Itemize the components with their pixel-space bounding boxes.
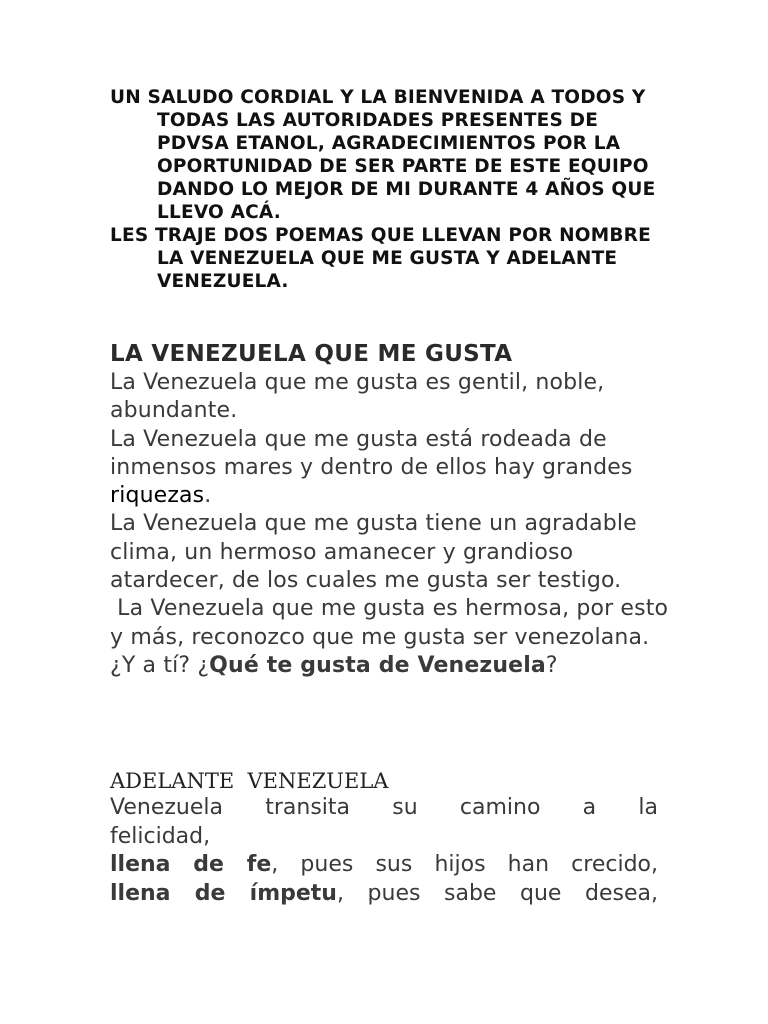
intro-paragraph-greeting: UN SALUDO CORDIAL Y LA BIENVENIDA A TODOS Y TODAS LAS AUTORIDADES PRESENTES DE PDVSA ETANOL, AGRADECIMIENTOS POR LA OPORTUNIDAD DE SER PARTE DE ESTE EQUIPO DANDO LO MEJOR DE MI DURANTE 4 AÑOS QUE LLEVO ACÁ. bbox=[110, 87, 656, 223]
question-prefix: ¿Y a tí? ¿ bbox=[110, 652, 210, 678]
poem1-stanza-3: La Venezuela que me gusta tiene un agradable clima, un hermoso amanecer y grandioso atardecer, de los cuales me gusta ser testigo. bbox=[110, 511, 637, 594]
poem1-stanza-2 bbox=[110, 426, 670, 511]
poem2-title: ADELANTE VENEZUELA bbox=[110, 769, 389, 793]
intro-paragraph-poems: LES TRAJE DOS POEMAS QUE LLEVAN POR NOMBRE LA VENEZUELA QUE ME GUSTA Y ADELANTE VENEZUELA. bbox=[110, 225, 651, 292]
poem2-line-2-rest: , pues sus hijos han crecido, bbox=[271, 852, 658, 877]
riquezas-word: riquezas bbox=[110, 483, 205, 509]
poem1-stanza-2-end: . bbox=[204, 483, 212, 509]
poem1-stanza-2-text: La Venezuela que me gusta está rodeada de inmensos mares y dentro de ellos hay grandes bbox=[110, 426, 633, 480]
poem2-line-1: Venezuela transita su camino a la bbox=[110, 795, 658, 820]
poem1-stanza-1: La Venezuela que me gusta es gentil, noble, abundante. bbox=[110, 370, 605, 424]
poem-adelante-venezuela bbox=[110, 768, 658, 908]
poem2-line-2 bbox=[110, 851, 658, 880]
question-suffix: ? bbox=[545, 652, 558, 678]
poem2-line-3-rest: , pues sabe que desea, bbox=[336, 880, 659, 906]
poem1-stanza-4: La Venezuela que me gusta es hermosa, por esto y más, reconozco que me gusta ser venezolana. bbox=[110, 596, 676, 650]
poem1-title: LA VENEZUELA QUE ME GUSTA bbox=[110, 341, 513, 367]
intro-section bbox=[110, 86, 670, 293]
poem2-line-3 bbox=[110, 880, 658, 909]
poem1-body bbox=[110, 369, 676, 680]
poem2-body bbox=[110, 794, 658, 908]
llena-de-fe: llena de fe bbox=[110, 852, 272, 877]
poem2-line-1-cont: felicidad, bbox=[110, 823, 211, 849]
poem-la-venezuela-que-me-gusta bbox=[110, 339, 676, 680]
poem1-question bbox=[110, 652, 670, 680]
llena-de-impetu: llena de ímpetu bbox=[110, 880, 337, 906]
question-bold: Qué te gusta de Venezuela bbox=[209, 652, 546, 678]
